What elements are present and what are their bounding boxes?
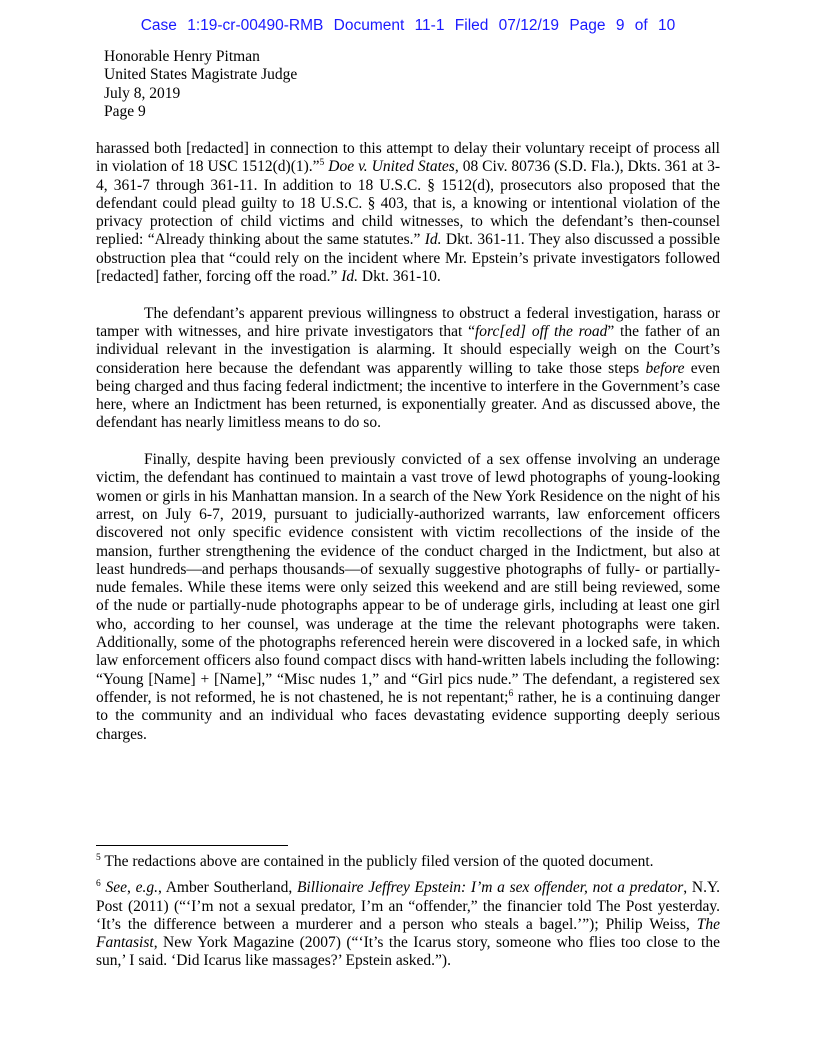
paragraph-3: Finally, despite having been previously convicted of a sex offense involving an underage victim, the defendant has continued to maintain a vast trove of lewd photographs of young-looking women or girls in his Manhattan mansion. In a search of the New York Residence on the night of his arrest, on July 6-7, 2019, pursuant to judicially-authorized warrants, law enforcement officers discovered not only specific evidence consistent with victim recollections of the inside of the mansion, further strengthening the evidence of the conduct charged in the Indictment, but also at least hundreds—and perhaps thousands—of sexually suggestive photographs of fully- or partially-nude females. While these items were only seized this weekend and are still being reviewed, some of the nude or partially-nude photographs appear to be of underage girls, including at least one girl who, according to her counsel, was underage at the time the relevant photographs were taken. Additionally, some of the photographs referenced herein were discovered in a locked safe, in which law enforcement officers also found compact discs with hand-written labels including the following: “Young [Name] + [Name],” “Misc nudes 1,” and “Girl pics nude.” The defendant, a registered sex offender, is not reformed, he is not chastened, he is not repentant;$^6$ rather, he is a continuing danger to the community and an individual who faces devastating evidence supporting deeply serious charges. (96, 451, 720, 743)
letter-date: July 8, 2019 (104, 84, 181, 102)
article-title: The Fantasist (96, 915, 720, 952)
footnote-ref-5[interactable]: 5 (319, 158, 325, 169)
addressee-title: United States Magistrate Judge (104, 66, 298, 84)
footnote-ref-6[interactable]: 6 (508, 688, 514, 699)
page-number: Page 9 (104, 103, 146, 121)
document-number: Document 11-1 (333, 17, 445, 34)
case-stamp-header (0, 17, 816, 35)
footnote-5: $^5$ The redactions above are contained in the publicly filed version of the quoted document. (96, 853, 654, 870)
filed-date: Filed 07/12/19 (454, 17, 560, 34)
footnote-6: $^6$ See, e.g., Amber Southerland, Billionaire Jeffrey Epstein: I’m a sex offender, not a predator, N.Y. Post (2011) (“‘I’m not a sexual predator, I’m an “offender,” the financier told The Post yesterday. ‘It’s the difference between a murderer and a person who steals a bagel.’”); Philip Weiss, The Fantasist, New York Magazine (2007) (“‘It’s the Icarus story, someone who flies too close to the sun,’ I said. ‘Did Icarus like massages?’ Epstein asked.”). (96, 879, 721, 970)
footnotes (96, 853, 720, 979)
case-citation: Doe v. United States (328, 158, 455, 176)
footnote-divider (96, 845, 288, 846)
emphasis: before (645, 359, 685, 377)
letter-header (104, 48, 297, 122)
article-title: Billionaire Jeffrey Epstein: I’m a sex offender, not a predator (296, 879, 684, 897)
paragraph-2: The defendant’s apparent previous willingness to obstruct a federal investigation, harass or tamper with witnesses, and hire private investigators that “forc[ed] off the road” the father of an individual relevant in the investigation is alarming. It should especially weigh on the Court’s consideration here because the defendant was apparently willing to take those steps before even being charged and thus facing federal indictment; the incentive to interfere in the Government’s case here, where an Indictment has been returned, is exponentially greater. And as discussed above, the defendant has nearly limitless means to do so. (96, 304, 721, 432)
addressee: Honorable Henry Pitman (104, 48, 260, 65)
letter-body (96, 140, 720, 762)
page-of-total: Page 9 of 10 (569, 17, 676, 34)
paragraph-1: harassed both [redacted] in connection to this attempt to delay their voluntary receipt of process all in violation of 18 USC 1512(d)(1).”$^5$ Doe v. United States, 08 Civ. 80736 (S.D. Fla.), Dkts. 361 at 3-4, 361-7 through 361-11. In addition to 18 U.S.C. § 1512(d), prosecutors also proposed that the defendant could plead guilty to 18 U.S.C. § 403, that is, a knowing or intentional violation of the privacy protection of child victims and child witnesses, to which the defendant’s then-counsel replied: “Already thinking about the same statutes.” Id. Dkt. 361-11. They also discussed a possible obstruction plea that “could rely on the incident where Mr. Epstein’s private investigators followed [redacted] father, forcing off the road.” Id. Dkt. 361-10. (96, 140, 720, 286)
case-number: Case 1:19-cr-00490-RMB (140, 17, 324, 34)
italic-quote: forc[ed] off the road (474, 322, 608, 340)
